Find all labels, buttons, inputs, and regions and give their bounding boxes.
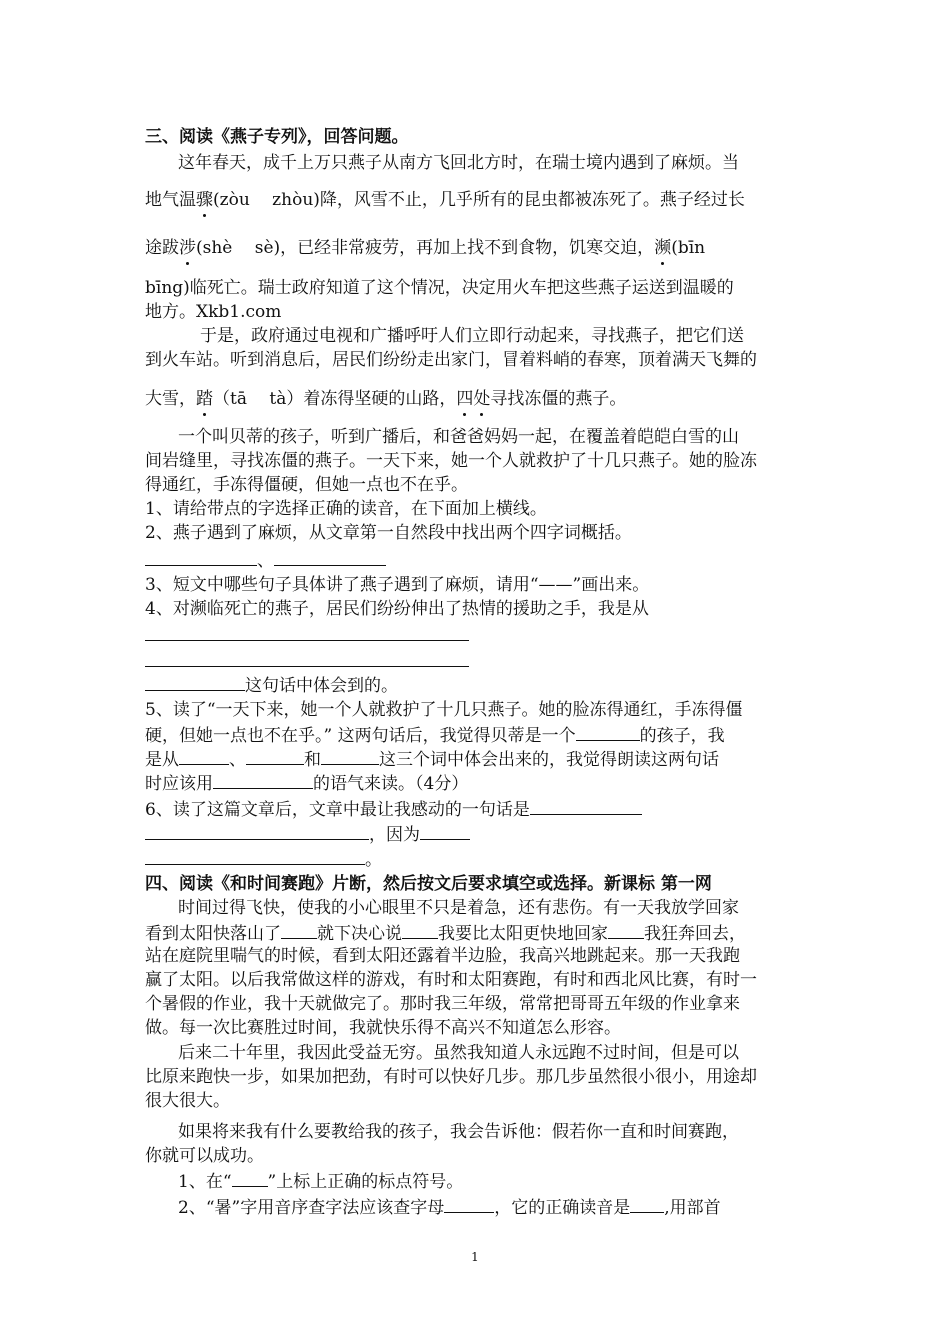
question-5-line: 是从 、 和 这三个词中体会出来的，我觉得朗读这两句话	[145, 750, 719, 770]
question-4-end: 这句话中体会到的。	[145, 674, 398, 696]
question-5-line: 时应该用 的语气来读。（4分）	[145, 774, 469, 794]
question-6: 6、读了这篇文章后，文章中最让我感动的一句话是	[145, 798, 642, 820]
answer-blank[interactable]	[145, 848, 365, 865]
question-4: 4、对濒临死亡的燕子，居民们纷纷伸出了热情的援助之手，我是从	[145, 599, 649, 619]
paragraph-line: 地方。Xkb1.com	[145, 302, 282, 322]
answer-blank[interactable]	[530, 798, 642, 815]
paragraph-line: 个暑假的作业，我十天就做完了。那时我三年级，常常把哥哥五年级的作业拿来	[145, 994, 740, 1014]
answer-blank[interactable]	[402, 922, 438, 939]
dotted-char: 濒	[654, 238, 672, 258]
answer-line[interactable]	[145, 640, 469, 641]
paragraph-line: 如果将来我有什么要教给我的孩子，我会告诉他：假若你一直和时间赛跑，	[178, 1122, 739, 1142]
section4-title: 四、阅读《和时间赛跑》片断，然后按文后要求填空或选择。新课标 第一网	[145, 874, 712, 894]
answer-blank[interactable]	[213, 772, 313, 789]
page-number: 1	[471, 1250, 479, 1264]
dotted-char: 涉	[179, 238, 196, 258]
answer-blank[interactable]	[608, 922, 644, 939]
paragraph-line: bīng)临死亡。瑞士政府知道了这个情况，决定用火车把这些燕子运送到温暖的	[145, 278, 734, 298]
paragraph-line: 时间过得飞快，使我的小心眼里不只是着急，还有悲伤。有一天我放学回家	[178, 898, 739, 918]
paragraph-line: 这年春天，成千上万只燕子从南方飞回北方时，在瑞士境内遇到了麻烦。当	[178, 153, 739, 173]
dotted-char: 骤	[196, 190, 213, 210]
paragraph-line: 做。每一次比赛胜过时间，我就快乐得不高兴不知道怎么形容。	[145, 1018, 621, 1038]
question-5: 5、读了“一天下来，她一个人就救护了十几只燕子。她的脸冻得通红，手冻得僵	[145, 700, 743, 720]
paragraph-line: 途跋涉(shè sè)，已经非常疲劳，再加上找不到食物，饥寒交迫，濒(bīn	[145, 238, 706, 258]
answer-blank[interactable]	[145, 549, 257, 566]
answer-blank[interactable]	[145, 674, 245, 691]
answer-blank[interactable]	[321, 748, 379, 765]
dotted-char: 四	[456, 389, 474, 409]
paragraph-line: 到火车站。听到消息后，居民们纷纷走出家门，冒着料峭的春寒，顶着满天飞舞的	[145, 350, 757, 370]
answer-blank[interactable]	[420, 823, 470, 840]
answer-blank[interactable]	[630, 1196, 664, 1213]
paragraph-line: 大雪，踏（tā tà）着冻得坚硬的山路，四处寻找冻僵的燕子。	[145, 389, 627, 409]
paragraph-line: 一个叫贝蒂的孩子，听到广播后，和爸爸妈妈一起，在覆盖着皑皑白雪的山	[178, 427, 739, 447]
question-1: 1、在“ ”上标上正确的标点符号。	[178, 1172, 464, 1192]
dotted-char: 踏	[196, 389, 213, 409]
question-2: 2、燕子遇到了麻烦，从文章第一自然段中找出两个四字词概括。	[145, 523, 632, 543]
answer-blank[interactable]	[145, 823, 369, 840]
paragraph-line: 后来二十年里，我因此受益无穷。虽然我知道人永远跑不过时间，但是可以	[178, 1043, 739, 1063]
question-5-line: 硬，但她一点也不在乎。” 这两句话后，我觉得贝蒂是一个 的孩子，我	[145, 726, 725, 746]
paragraph-line: 得通红，手冻得僵硬，但她一点也不在乎。	[145, 475, 468, 495]
question-2-answer: 、	[145, 549, 386, 571]
answer-blank[interactable]	[246, 748, 304, 765]
paragraph-line: 看到太阳快落山了 就下决心说 我要比太阳更快地回家 我狂奔回去，	[145, 924, 746, 944]
question-1: 1、请给带点的字选择正确的读音，在下面加上横线。	[145, 499, 547, 519]
answer-line[interactable]	[145, 666, 469, 667]
paragraph-line: 地气温骤(zòu zhòu)降，风雪不止，几乎所有的昆虫都被冻死了。燕子经过长	[145, 190, 745, 210]
paragraph-line: 你就可以成功。	[145, 1146, 264, 1166]
paragraph-line: 很大很大。	[145, 1091, 230, 1111]
paragraph-line: 站在庭院里喘气的时候，看到太阳还露着半边脸，我高兴地跳起来。那一天我跑	[145, 946, 740, 966]
paragraph-line: 比原来跑快一步，如果加把劲，有时可以快好几步。那几步虽然很小很小，用途却	[145, 1067, 757, 1087]
question-3: 3、短文中哪些句子具体讲了燕子遇到了麻烦，请用“——”画出来。	[145, 575, 650, 595]
question-6-line: 。	[145, 848, 382, 870]
section3-title: 三、阅读《燕子专列》，回答问题。	[145, 127, 409, 147]
answer-blank[interactable]	[444, 1196, 494, 1213]
paragraph-line: 于是，政府通过电视和广播呼吁人们立即行动起来，寻找燕子，把它们送	[200, 326, 744, 346]
answer-blank[interactable]	[281, 922, 317, 939]
answer-blank[interactable]	[274, 549, 386, 566]
question-2: 2、“暑”字用音序查字法应该查字母 ，它的正确读音是 ,用部首	[178, 1198, 721, 1218]
question-6-line: ，因为	[145, 823, 470, 845]
answer-blank[interactable]	[179, 748, 229, 765]
answer-blank[interactable]	[232, 1170, 268, 1187]
dotted-char: 处	[473, 389, 491, 409]
paragraph-line: 赢了太阳。以后我常做这样的游戏，有时和太阳赛跑，有时和西北风比赛，有时一	[145, 970, 757, 990]
paragraph-line: 间岩缝里，寻找冻僵的燕子。一天下来，她一个人就救护了十几只燕子。她的脸冻	[145, 451, 757, 471]
answer-blank[interactable]	[576, 724, 640, 741]
